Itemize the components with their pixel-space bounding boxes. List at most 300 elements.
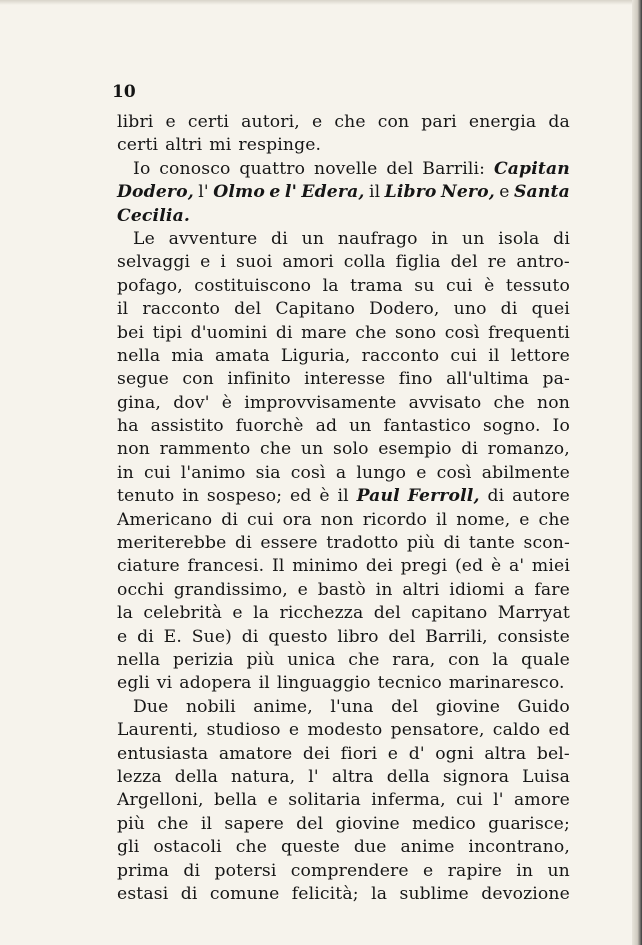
- word: un: [300, 439, 324, 460]
- word: e: [232, 603, 243, 624]
- word: altri: [165, 135, 203, 156]
- word: i: [220, 252, 227, 273]
- word: ciature: [117, 556, 180, 577]
- body-text: [117, 111, 570, 906]
- word: il: [488, 345, 500, 366]
- word: improvvisamente: [244, 392, 397, 413]
- word: un: [547, 860, 570, 881]
- word: ricordo: [362, 509, 427, 530]
- word: di: [443, 533, 461, 554]
- word: quei: [531, 299, 570, 320]
- word: Barrili,: [425, 626, 488, 647]
- word: la: [117, 603, 134, 624]
- word: Io: [552, 416, 570, 437]
- word: tecnico: [377, 673, 442, 694]
- word: e: [297, 579, 308, 600]
- word: trama: [350, 275, 403, 296]
- word: di: [180, 883, 198, 904]
- word: uno: [453, 299, 487, 320]
- word: Barrili:: [422, 158, 486, 179]
- word: Americano: [117, 509, 213, 530]
- word: di: [271, 228, 288, 249]
- word: Edera,: [301, 182, 365, 203]
- word: naufrago: [337, 228, 418, 249]
- word: solitaria: [288, 790, 361, 811]
- text-line: [117, 368, 570, 391]
- word: guarisce;: [488, 813, 570, 834]
- word: (ed: [454, 556, 484, 577]
- word: occhi: [117, 579, 164, 600]
- text-line: [117, 789, 570, 812]
- word: mare: [301, 322, 347, 343]
- word: respinge.: [238, 135, 322, 156]
- word: assistito: [150, 416, 224, 437]
- word: linguaggio: [276, 673, 371, 694]
- word: devozione: [481, 883, 570, 904]
- text-line: [117, 532, 570, 555]
- word: l'una: [330, 696, 374, 717]
- word: Io: [133, 158, 151, 179]
- word: non: [117, 439, 150, 460]
- word: questo: [268, 626, 328, 647]
- word: lezza: [117, 766, 162, 787]
- word: ostacoli: [153, 837, 222, 858]
- word: cui: [450, 345, 478, 366]
- word: fantastico: [383, 416, 471, 437]
- text-line: [117, 743, 570, 766]
- word: con: [182, 369, 214, 390]
- text-line: [117, 134, 570, 157]
- word: l': [493, 790, 504, 811]
- word: non: [320, 509, 354, 530]
- word: amata: [215, 345, 270, 366]
- word: a: [514, 579, 525, 600]
- word: e: [416, 462, 427, 483]
- word: del: [391, 696, 419, 717]
- word: colla: [343, 252, 386, 273]
- word: romanzo,: [487, 439, 570, 460]
- word: a': [508, 556, 525, 577]
- word: consiste: [497, 626, 570, 647]
- word: che: [538, 509, 570, 530]
- word: e: [519, 509, 530, 530]
- word: così: [444, 322, 480, 343]
- word: sono: [395, 322, 437, 343]
- word: altri: [402, 579, 440, 600]
- word: sapere: [224, 813, 284, 834]
- word: in: [375, 579, 393, 600]
- word: pensatore,: [390, 720, 485, 741]
- word: sogno.: [482, 416, 541, 437]
- word: che: [157, 813, 189, 834]
- word: più: [117, 813, 146, 834]
- word: di: [183, 860, 201, 881]
- word: il: [435, 509, 448, 530]
- word: il: [117, 299, 129, 320]
- word: certi: [187, 112, 230, 132]
- word: tessuto: [505, 275, 570, 296]
- word: più: [246, 649, 275, 670]
- word: marinaresco.: [448, 673, 565, 694]
- word: fare: [534, 579, 570, 600]
- word: ora: [282, 509, 312, 530]
- text-line: [117, 883, 570, 906]
- word: anime: [400, 837, 455, 858]
- word: la: [492, 649, 509, 670]
- word: due: [353, 837, 387, 858]
- word: all'ultima: [446, 369, 530, 390]
- word: medico: [412, 813, 476, 834]
- word: Santa: [514, 182, 570, 203]
- word: di: [487, 486, 505, 507]
- word: capitano: [411, 603, 488, 624]
- word: isola: [498, 228, 540, 249]
- word: lungo: [356, 462, 407, 483]
- word: avvisato: [408, 392, 482, 413]
- word: quale: [521, 649, 570, 670]
- word: vi: [156, 673, 173, 694]
- word: Ferroll,: [407, 486, 480, 507]
- word: ricchezza: [279, 603, 364, 624]
- word: infinito: [227, 369, 291, 390]
- word: interesse: [304, 369, 386, 390]
- word: scon-: [523, 533, 570, 554]
- word: rapire: [447, 860, 502, 881]
- word: così: [290, 462, 326, 483]
- word: cui: [456, 790, 483, 811]
- text-line: [117, 602, 570, 625]
- word: in: [516, 860, 534, 881]
- word: così: [436, 462, 472, 483]
- word: del: [388, 626, 416, 647]
- word: amori: [282, 252, 334, 273]
- word: e: [269, 182, 281, 203]
- word: Marryat: [497, 603, 570, 624]
- word: Liguria,: [280, 345, 351, 366]
- word: e: [200, 252, 211, 273]
- word: certi: [117, 135, 159, 156]
- word: felicità;: [291, 883, 359, 904]
- word: dov': [173, 392, 210, 413]
- word: prima: [117, 860, 170, 881]
- word: l': [308, 766, 319, 787]
- word: caldo: [492, 720, 541, 741]
- word: di: [235, 533, 252, 554]
- word: di: [500, 299, 518, 320]
- word: e: [288, 720, 300, 741]
- word: e: [165, 112, 176, 132]
- word: un: [462, 228, 485, 249]
- word: studioso: [206, 720, 281, 741]
- word: e: [267, 790, 278, 811]
- word: di: [221, 509, 239, 530]
- word: selvaggi: [117, 252, 191, 273]
- page-top-edge: [0, 0, 642, 5]
- word: Sue): [191, 626, 233, 647]
- word: nella: [117, 345, 161, 366]
- word: solo: [332, 439, 369, 460]
- text-line: [117, 836, 570, 859]
- word: comprendere: [290, 860, 409, 881]
- word: bastò: [317, 579, 366, 600]
- word: in: [431, 228, 449, 249]
- word: meriterebbe: [117, 533, 227, 554]
- word: figlia: [395, 252, 441, 273]
- word: Libro: [384, 182, 437, 203]
- word: con: [377, 112, 410, 132]
- word: incontrano,: [468, 837, 570, 858]
- word: energia: [468, 112, 537, 132]
- word: in: [182, 486, 200, 507]
- word: d'uomini: [190, 322, 268, 343]
- word: modesto: [307, 720, 383, 741]
- word: tipi: [152, 322, 183, 343]
- word: Due: [133, 696, 169, 717]
- word: idiomi: [449, 579, 505, 600]
- word: miei: [531, 556, 570, 577]
- word: amore: [513, 790, 570, 811]
- word: Capitano: [275, 299, 356, 320]
- word: inferma,: [371, 790, 446, 811]
- text-line: [117, 766, 570, 789]
- word: Argelloni,: [117, 790, 204, 811]
- word: autore: [512, 486, 570, 507]
- word: natura,: [230, 766, 296, 787]
- word: di: [275, 322, 293, 343]
- word: conosco: [159, 158, 231, 179]
- word: è: [221, 392, 233, 413]
- word: bei: [117, 322, 145, 343]
- word: entusiasta: [117, 743, 209, 764]
- word: signora: [442, 766, 510, 787]
- word: il: [200, 813, 213, 834]
- word: re: [487, 252, 507, 273]
- word: che: [355, 322, 387, 343]
- word: la: [322, 275, 339, 296]
- word: pari: [421, 112, 457, 132]
- word: del: [296, 813, 324, 834]
- word: giovine: [335, 813, 400, 834]
- word: il: [337, 486, 349, 507]
- word: giovine: [435, 696, 501, 717]
- word: nella: [117, 649, 161, 670]
- word: è: [484, 275, 495, 296]
- word: altra: [331, 766, 374, 787]
- text-line: [117, 181, 570, 204]
- word: sospeso;: [206, 486, 283, 507]
- word: fuorchè: [235, 416, 304, 437]
- word: il: [258, 673, 270, 694]
- text-line: [117, 228, 570, 251]
- word: Dodero,: [117, 182, 194, 203]
- word: fiori: [340, 743, 378, 764]
- word: è: [319, 486, 330, 507]
- word: anime,: [253, 696, 313, 717]
- word: che: [348, 649, 380, 670]
- word: abilmente: [481, 462, 570, 483]
- text-line: [117, 555, 570, 578]
- word: pa-: [542, 369, 570, 390]
- word: esempio: [378, 439, 452, 460]
- word: gina,: [117, 392, 162, 413]
- text-line: [117, 509, 570, 532]
- word: ogni: [435, 743, 474, 764]
- word: da: [548, 112, 570, 132]
- word: mia: [171, 345, 204, 366]
- word: amatore: [218, 743, 293, 764]
- word: Dodero,: [369, 299, 440, 320]
- word: pregi: [400, 556, 448, 577]
- text-line: [117, 462, 570, 485]
- word: la: [371, 883, 388, 904]
- word: del: [386, 158, 414, 179]
- text-line: [117, 719, 570, 742]
- word: l': [198, 182, 209, 203]
- word: bel-: [536, 743, 570, 764]
- word: in: [117, 462, 134, 483]
- word: gli: [117, 837, 140, 858]
- word: è: [490, 556, 502, 577]
- word: ha: [117, 416, 139, 437]
- word: e: [499, 182, 510, 203]
- word: autori,: [241, 112, 300, 132]
- word: comune: [209, 883, 280, 904]
- word: Olmo: [213, 182, 265, 203]
- word: Nero,: [440, 182, 495, 203]
- word: e: [387, 743, 399, 764]
- text-line: [117, 322, 570, 345]
- text-line: [117, 485, 570, 508]
- word: l': [284, 182, 297, 203]
- word: su: [414, 275, 435, 296]
- word: costituiscono: [194, 275, 312, 296]
- word: francesi.: [187, 556, 265, 577]
- text-line: [117, 813, 570, 836]
- word: che: [493, 392, 525, 413]
- word: cui: [246, 509, 274, 530]
- text-line: [117, 205, 570, 228]
- text-line: [117, 298, 570, 321]
- word: grandissimo,: [173, 579, 288, 600]
- word: cui: [445, 275, 473, 296]
- word: suoi: [236, 252, 273, 273]
- word: egli: [117, 673, 150, 694]
- word: minimo: [292, 556, 359, 577]
- word: queste: [280, 837, 340, 858]
- word: e: [311, 112, 323, 132]
- word: altra: [484, 743, 527, 764]
- word: fino: [398, 369, 433, 390]
- page-right-edge-shadow: [632, 0, 642, 945]
- word: che: [259, 439, 292, 460]
- word: della: [386, 766, 430, 787]
- word: racconto: [142, 299, 220, 320]
- text-line: [117, 111, 570, 134]
- word: avventure: [168, 228, 258, 249]
- text-line: [117, 696, 570, 719]
- word: tenuto: [117, 486, 175, 507]
- word: tradotto: [326, 533, 399, 554]
- word: della: [174, 766, 218, 787]
- word: cui: [144, 462, 171, 483]
- word: di: [241, 626, 259, 647]
- word: pofago,: [117, 275, 183, 296]
- word: un: [301, 228, 325, 249]
- word: la: [253, 603, 270, 624]
- word: mi: [209, 135, 232, 156]
- word: celebrità: [143, 603, 223, 624]
- word: Le: [133, 228, 155, 249]
- word: del: [373, 603, 401, 624]
- word: un: [349, 416, 372, 437]
- word: racconto: [361, 345, 440, 366]
- word: di: [553, 228, 570, 249]
- word: Il: [271, 556, 285, 577]
- word: dei: [302, 743, 330, 764]
- word: del: [234, 299, 262, 320]
- word: Guido: [517, 696, 570, 717]
- word: che: [334, 112, 366, 132]
- word: frequenti: [488, 322, 570, 343]
- word: libri: [117, 112, 154, 132]
- word: bella: [214, 790, 258, 811]
- word: estasi: [117, 883, 169, 904]
- word: non: [537, 392, 570, 413]
- word: il: [368, 182, 381, 203]
- word: E.: [163, 626, 182, 647]
- text-line: [117, 415, 570, 438]
- word: più: [406, 533, 435, 554]
- text-line: [117, 626, 570, 649]
- word: libro: [337, 626, 379, 647]
- word: e: [117, 626, 128, 647]
- word: del: [450, 252, 478, 273]
- text-line: [117, 158, 570, 181]
- word: rammento: [159, 439, 251, 460]
- text-line: [117, 438, 570, 461]
- word: di: [461, 439, 479, 460]
- word: ad: [315, 416, 338, 437]
- word: Cecilia.: [117, 205, 190, 226]
- word: sublime: [399, 883, 469, 904]
- word: quattro: [239, 158, 306, 179]
- word: rara,: [392, 649, 436, 670]
- word: a: [335, 462, 347, 483]
- word: nobili: [185, 696, 236, 717]
- word: Luisa: [522, 766, 570, 787]
- word: tante: [468, 533, 515, 554]
- word: sia: [255, 462, 281, 483]
- word: d': [408, 743, 425, 764]
- word: perizia: [172, 649, 234, 670]
- word: e: [423, 860, 434, 881]
- word: ed: [548, 720, 570, 741]
- word: antro-: [516, 252, 570, 273]
- word: unica: [287, 649, 336, 670]
- word: essere: [260, 533, 318, 554]
- text-line: [117, 672, 570, 695]
- word: lettore: [510, 345, 570, 366]
- word: di: [137, 626, 154, 647]
- word: potersi: [214, 860, 277, 881]
- text-line: [117, 275, 570, 298]
- text-line: [117, 579, 570, 602]
- word: Paul: [356, 486, 400, 507]
- word: Laurenti,: [117, 720, 199, 741]
- text-line: [117, 860, 570, 883]
- word: segue: [117, 369, 169, 390]
- word: dei: [365, 556, 393, 577]
